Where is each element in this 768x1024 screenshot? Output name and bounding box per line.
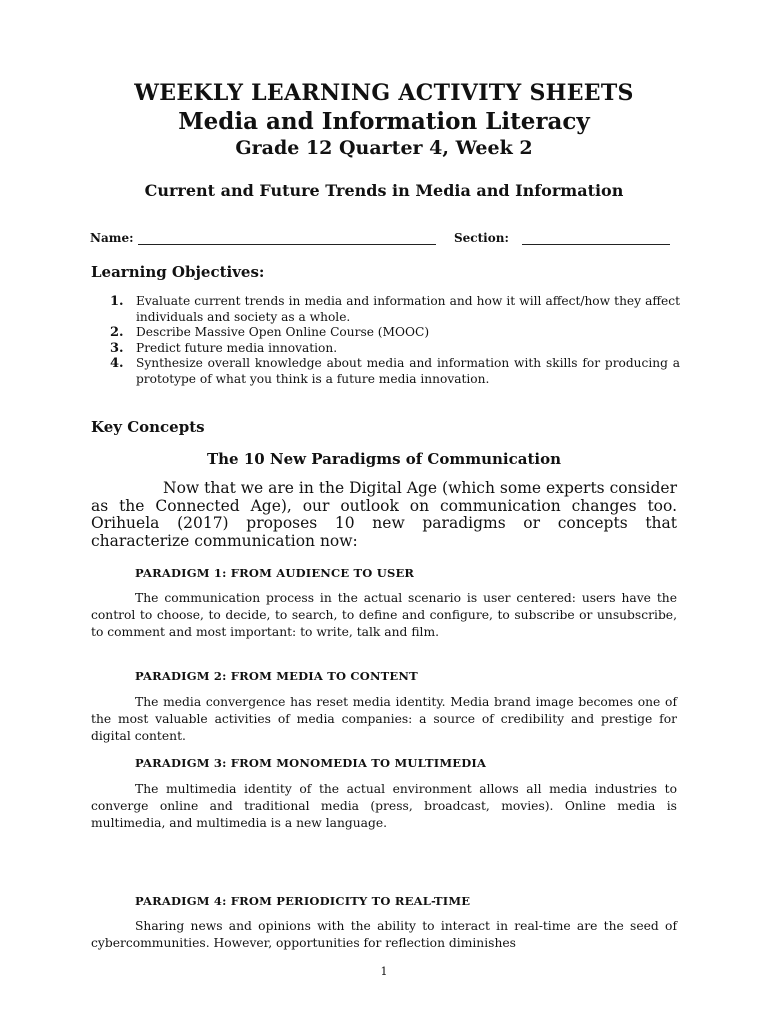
intro-paragraph: Now that we are in the Digital Age (which some experts consider as the Connected Age), our outlook on communication changes too. Orihuela (2017) proposes 10 new paradigms or concepts that characterize communication now: xyxy=(91,479,677,550)
section-label: Section: xyxy=(454,231,509,245)
list-item xyxy=(110,294,680,325)
paradigms-heading: The 10 New Paradigms of Communication xyxy=(206,450,562,468)
list-item xyxy=(110,356,680,387)
list-text: Synthesize overall knowledge about media and information with skills for producing a prototype of what you think is a future media innovation. xyxy=(136,356,680,386)
list-number: 2. xyxy=(110,325,124,341)
list-text: Describe Massive Open Online Course (MOOC) xyxy=(136,325,430,340)
page-number: 1 xyxy=(380,965,388,978)
objectives-heading: Learning Objectives: xyxy=(91,263,265,281)
list-number: 3. xyxy=(110,340,124,356)
lesson-title: Current and Future Trends in Media and Information xyxy=(144,181,624,200)
key-concepts-heading: Key Concepts xyxy=(91,418,205,436)
list-item xyxy=(110,325,680,341)
section-field-line[interactable] xyxy=(522,244,670,245)
name-field-line[interactable] xyxy=(138,244,436,245)
document-title: WEEKLY LEARNING ACTIVITY SHEETS xyxy=(134,80,634,106)
paradigm-3-title: PARADIGM 3: FROM MONOMEDIA TO MULTIMEDIA xyxy=(135,756,487,770)
paradigm-2-body: The media convergence has reset media identity. Media brand image becomes one of the most valuable activities of media companies: a source of credibility and prestige for digital content. xyxy=(91,695,677,744)
grade-quarter-week: Grade 12 Quarter 4, Week 2 xyxy=(235,137,533,159)
list-text: Evaluate current trends in media and information and how it will affect/how they affect individuals and society as a whole. xyxy=(136,294,680,324)
list-text: Predict future media innovation. xyxy=(136,340,338,355)
name-label: Name: xyxy=(90,231,134,245)
list-number: 1. xyxy=(110,294,124,309)
list-item xyxy=(110,341,680,357)
paradigm-4-body: Sharing news and opinions with the ability to interact in real-time are the seed of cybercommunities. However, opportunities for reflection diminishes xyxy=(91,919,677,951)
paradigm-1-title: PARADIGM 1: FROM AUDIENCE TO USER xyxy=(135,566,415,580)
paradigm-1-body: The communication process in the actual scenario is user centered: users have the control to choose, to decide, to search, to define and configure, to subscribe or unsubscribe, to comment and most important: to write, talk and film. xyxy=(91,591,677,640)
objectives-list xyxy=(110,294,680,388)
paradigm-4-title: PARADIGM 4: FROM PERIODICITY TO REAL-TIME xyxy=(135,894,471,908)
subject-title: Media and Information Literacy xyxy=(178,108,590,135)
list-number: 4. xyxy=(110,356,124,372)
paradigm-2-title: PARADIGM 2: FROM MEDIA TO CONTENT xyxy=(135,669,418,683)
paradigm-3-body: The multimedia identity of the actual environment allows all media industries to converge online and traditional media (press, broadcast, movies). Online media is multimedia, and multimedia is a new language. xyxy=(91,782,677,831)
